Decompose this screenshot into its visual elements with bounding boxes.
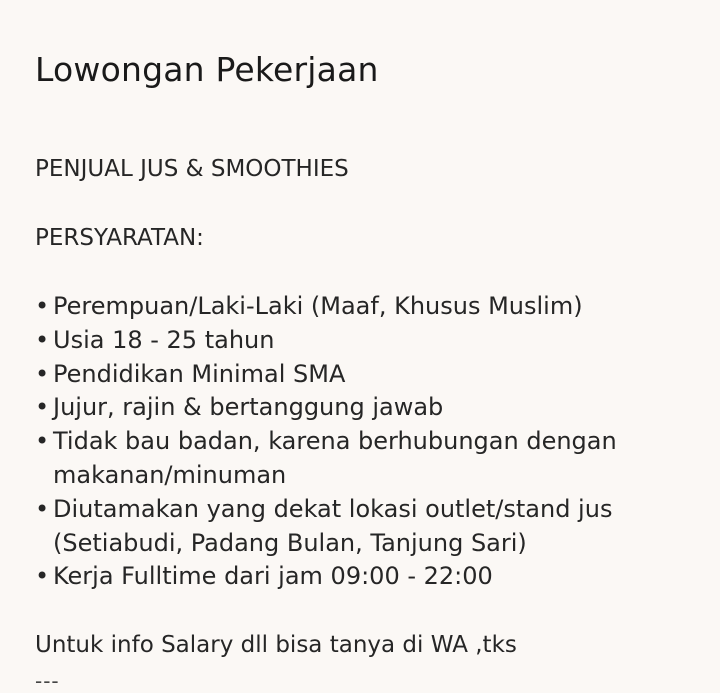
requirement-text: Usia 18 - 25 tahun <box>53 325 275 354</box>
requirement-item <box>35 324 653 358</box>
text-divider: --- <box>35 669 60 693</box>
requirement-item <box>35 290 653 324</box>
requirement-item <box>35 425 653 493</box>
bullet-icon: • <box>35 325 50 354</box>
requirement-text: Tidak bau badan, karena berhubungan dengan makanan/minuman <box>53 427 617 489</box>
post-title: Lowongan Pekerjaan <box>35 50 379 89</box>
requirement-text: Diutamakan yang dekat lokasi outlet/stand jus (Setiabudi, Padang Bulan, Tanjung Sari) <box>53 494 613 557</box>
requirement-text: Jujur, rajin & bertanggung jawab <box>53 393 444 422</box>
requirement-item <box>35 358 653 392</box>
bullet-icon: • <box>35 359 50 388</box>
requirements-list <box>35 290 653 594</box>
requirement-text: Perempuan/Laki-Laki (Maaf, Khusus Muslim) <box>53 292 583 320</box>
requirements-heading: PERSYARATAN: <box>35 225 204 251</box>
job-position: PENJUAL JUS & SMOOTHIES <box>35 156 349 182</box>
bullet-icon: • <box>35 562 50 591</box>
bullet-icon: • <box>35 494 50 523</box>
salary-contact-note: Untuk info Salary dll bisa tanya di WA ,tks <box>35 632 517 658</box>
requirement-text: Kerja Fulltime dari jam 09:00 - 22:00 <box>53 562 493 591</box>
requirement-item <box>35 493 653 561</box>
requirement-text: Pendidikan Minimal SMA <box>53 359 346 388</box>
bullet-icon: • <box>35 393 50 422</box>
bullet-icon: • <box>35 427 50 456</box>
bullet-icon: • <box>35 292 50 320</box>
requirement-item <box>35 391 653 425</box>
requirement-item <box>35 560 653 594</box>
